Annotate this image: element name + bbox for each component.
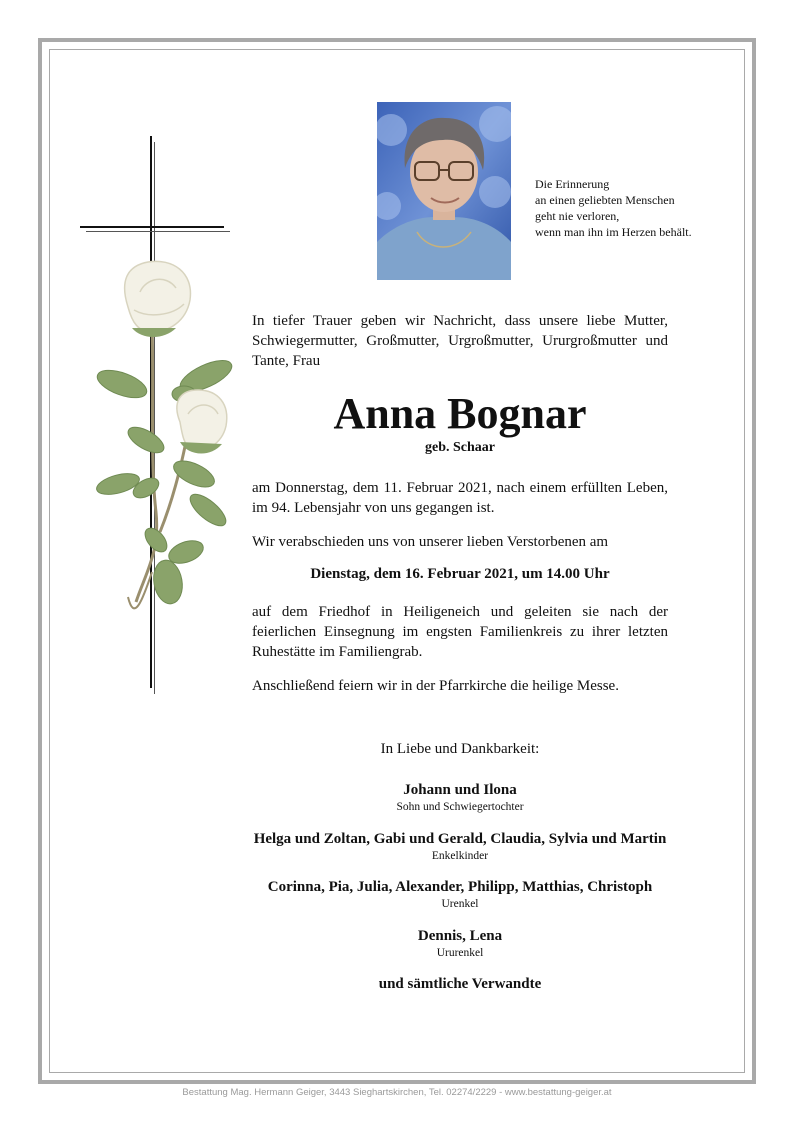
- quote-line: wenn man ihn im Herzen behält.: [535, 225, 692, 239]
- mourner-group: [200, 829, 720, 864]
- footer-imprint: Bestattung Mag. Hermann Geiger, 3443 Sieghartskirchen, Tel. 02274/2229 - www.bestattung-geiger.at: [182, 1087, 612, 1098]
- funeral-date: Dienstag, dem 16. Februar 2021, um 14.00 Uhr: [310, 566, 610, 582]
- intro-paragraph: In tiefer Trauer geben wir Nachricht, dass unsere liebe Mutter, Schwiegermutter, Großmutter, Urgroßmutter, Ururgroßmutter und Tante, Frau: [252, 313, 668, 369]
- mourner-role: Sohn und Schwiegertochter: [396, 801, 524, 813]
- mourner-names: Johann und Ilona: [403, 782, 517, 798]
- birth-name: geb. Schaar: [425, 440, 495, 455]
- farewell-intro: Wir verabschieden uns von unserer lieben Verstorbenen am: [252, 534, 609, 550]
- closing-line: und sämtliche Verwandte: [378, 976, 542, 992]
- mourner-names: Corinna, Pia, Julia, Alexander, Philipp, Matthias, Christoph: [267, 879, 653, 895]
- mourner-group: [200, 780, 720, 815]
- mass-paragraph: Anschließend feiern wir in der Pfarrkirche die heilige Messe.: [252, 678, 619, 694]
- mourner-group: [200, 877, 720, 912]
- mourner-role: Enkelkinder: [431, 850, 489, 862]
- quote-line: geht nie verloren,: [535, 209, 620, 223]
- mourner-role: Urenkel: [441, 898, 479, 910]
- mourner-names: Helga und Zoltan, Gabi und Gerald, Claudia, Sylvia und Martin: [253, 831, 667, 847]
- memorial-quote: [535, 176, 735, 240]
- mourner-group: [200, 926, 720, 961]
- cross-with-roses-icon: [76, 132, 246, 702]
- quote-line: Die Erinnerung: [535, 177, 610, 191]
- mourner-role: Ururenkel: [436, 947, 484, 959]
- quote-line: an einen geliebten Menschen: [535, 193, 675, 207]
- deceased-name: Anna Bognar: [333, 389, 587, 438]
- mourner-names: Dennis, Lena: [417, 928, 503, 944]
- funeral-place-paragraph: auf dem Friedhof in Heiligeneich und geleiten sie nach der feierlichen Einsegnung im engsten Familienkreis zu ihrer letzten Ruhestätte im Familiengrab.: [252, 604, 668, 660]
- greeting: In Liebe und Dankbarkeit:: [380, 741, 540, 757]
- death-paragraph: am Donnerstag, dem 11. Februar 2021, nach einem erfüllten Leben, im 94. Lebensjahr von uns gegangen ist.: [252, 480, 668, 516]
- rose-icon: [125, 261, 191, 337]
- portrait-photo: [377, 102, 511, 280]
